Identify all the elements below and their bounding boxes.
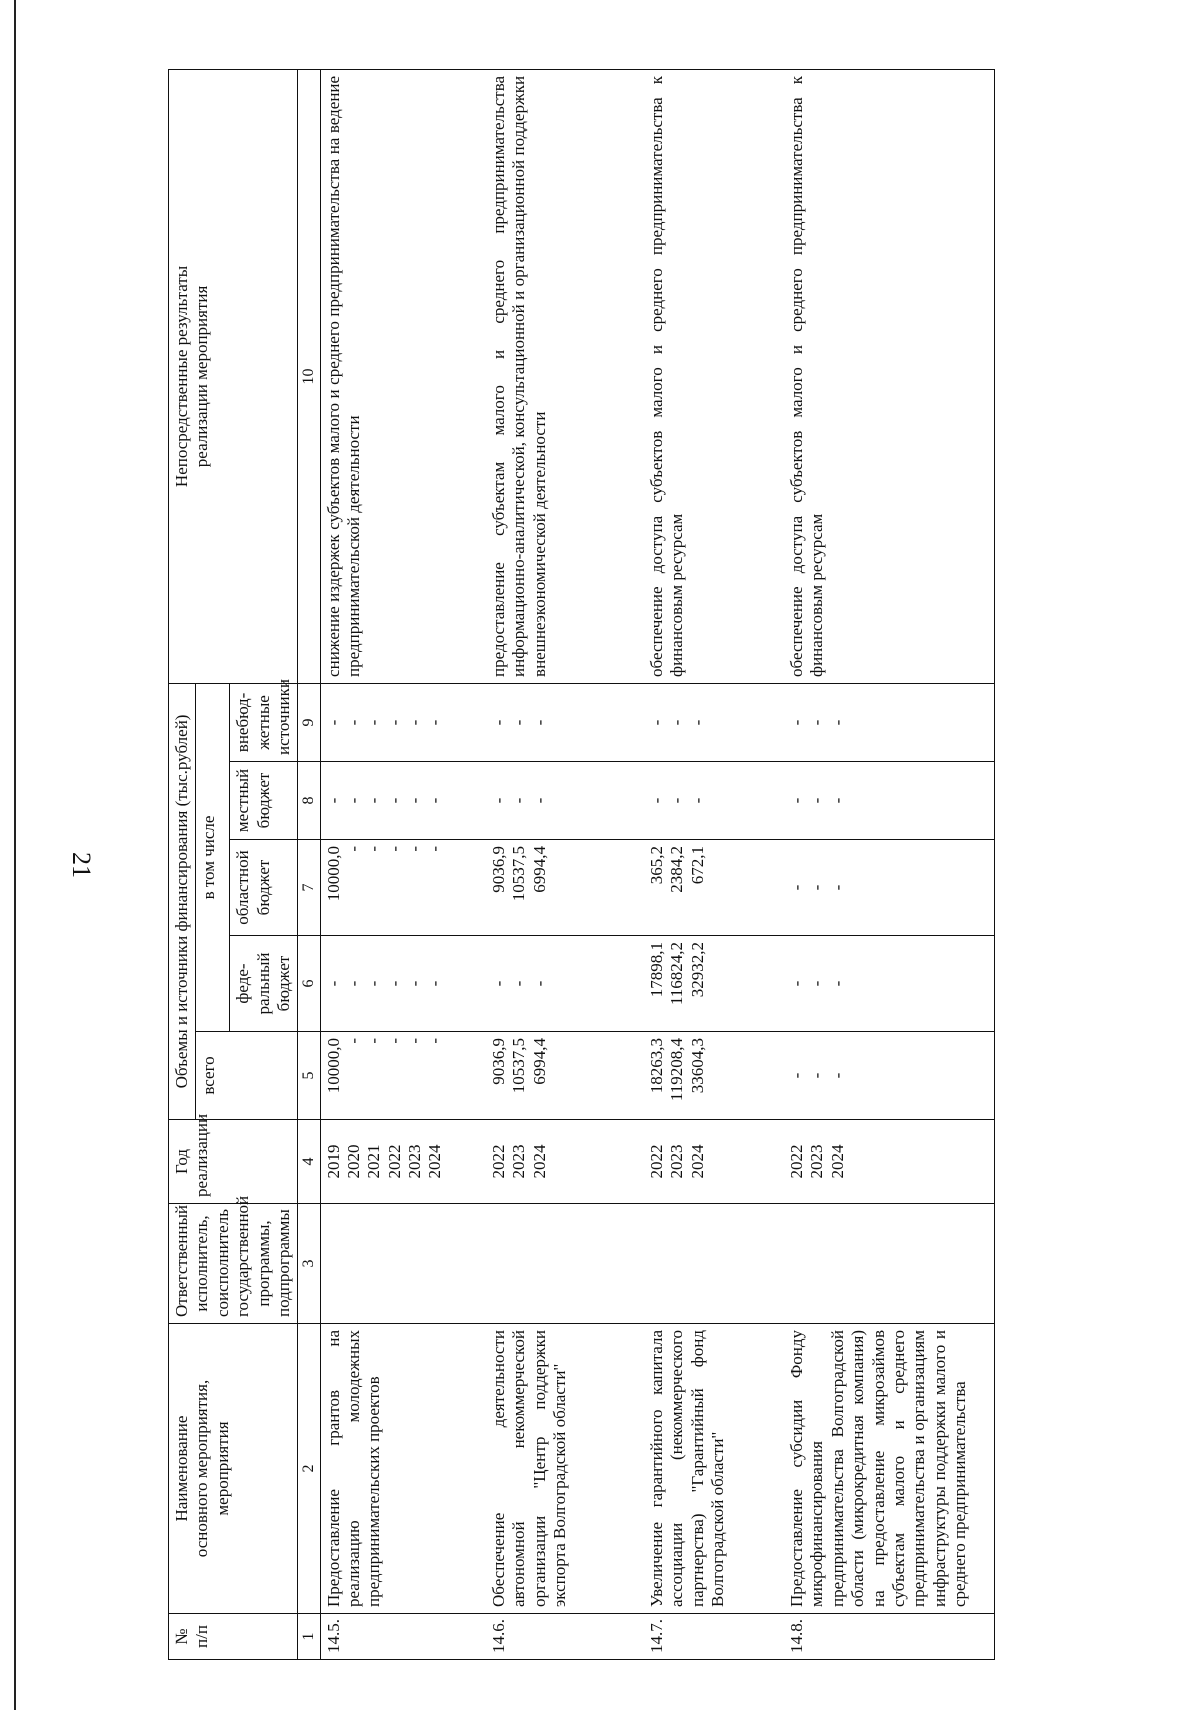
row-number: 14.7. [644,1614,784,1660]
federal-amount: - - - - - - [320,936,486,1032]
column-number: 5 [298,1032,320,1120]
table-row [784,69,994,1659]
activity-name: Предоставление субсидии Фонду микрофинансирования предпринимательства Волгоградской области (микрокредитная компания) на предоставление микрозаймов субъектам малого и среднего предпринимательства и организациям инфраструктуры поддержки малого и среднего предпринимательства [784,1324,994,1614]
header-total: всего [196,1032,298,1120]
activity-name: Предоставление грантов на реализацию молодежных предпринимательских проектов [320,1324,486,1614]
federal-amount: 17898,1 116824,2 32932,2 [644,936,784,1032]
row-number: 14.8. [784,1614,994,1660]
table-row [644,69,784,1659]
local-amount: - - - [644,762,784,840]
total-amount: 9036,9 10537,5 6994,4 [486,1032,644,1120]
table-row [320,69,486,1659]
table-row [486,69,644,1659]
header-regional: областной бюджет [230,840,298,936]
extrabudget-amount: - - - [644,683,784,761]
total-amount: 18263,3 119208,4 33604,3 [644,1032,784,1120]
years: 2022 2023 2024 [486,1120,644,1204]
total-amount: - - - [784,1032,994,1120]
header-local: местный бюджет [230,762,298,840]
activity-name: Увеличение гарантийного капитала ассоциации (некоммерческого партнерства) "Гарантийный фонд Волгоградской области" [644,1324,784,1614]
result-text: снижение издержек субъектов малого и среднего предпринимательства на ведение предпринимательской деятельности [320,69,486,683]
column-number: 7 [298,840,320,936]
row-number: 14.5. [320,1614,486,1660]
local-amount: - - - - - - [320,762,486,840]
regional-amount: 365,2 2384,2 672,1 [644,840,784,936]
years: 2022 2023 2024 [784,1120,994,1204]
rotated-table-container [168,70,1148,1660]
regional-amount: 10000,0 - - - - - [320,840,486,936]
column-number: 8 [298,762,320,840]
local-amount: - - - [486,762,644,840]
column-number: 10 [298,69,320,683]
result-text: обеспечение доступа субъектов малого и среднего предпринимательства к финансовым ресурсам [784,69,994,683]
activities-table [168,69,995,1660]
column-number: 9 [298,683,320,761]
executor [320,1204,486,1324]
federal-amount: - - - [784,936,994,1032]
header-executor: Ответственный исполнитель, соисполнитель государственной программы, подпрограммы [169,1204,298,1324]
regional-amount: - - - [784,840,994,936]
regional-amount: 9036,9 10537,5 6994,4 [486,840,644,936]
extrabudget-amount: - - - - - - [320,683,486,761]
header-federal: феде- ральный бюджет [230,936,298,1032]
local-amount: - - - [784,762,994,840]
column-number: 6 [298,936,320,1032]
years: 2019 2020 2021 2022 2023 2024 [320,1120,486,1204]
years: 2022 2023 2024 [644,1120,784,1204]
executor [644,1204,784,1324]
activity-name: Обеспечение деятельности автономной некоммерческой организации "Центр поддержки экспорта Волгоградской области" [486,1324,644,1614]
column-number: 4 [298,1120,320,1204]
header-number: № п/п [169,1614,298,1660]
executor [784,1204,994,1324]
result-text: обеспечение доступа субъектов малого и среднего предпринимательства к финансовым ресурсам [644,69,784,683]
column-number: 1 [298,1614,320,1660]
header-extrabudget: внебюд- жетные источники [230,683,298,761]
header-activity-name: Наименование основного мероприятия, мероприятия [169,1324,298,1614]
result-text: предоставление субъектам малого и среднего предпринимательства информационно-аналитической, консультационной и организационной поддержки внешнеэкономической деятельности [486,69,644,683]
page-number: 21 [67,852,96,878]
column-number: 2 [298,1324,320,1614]
header-results: Непосредственные результаты реализации мероприятия [169,69,298,683]
header-funding-group: Объемы и источники финансирования (тыс.рублей) [169,683,196,1119]
executor [486,1204,644,1324]
column-number: 3 [298,1204,320,1324]
scan-edge-line [14,0,16,1710]
total-amount: 10000,0 - - - - - [320,1032,486,1120]
header-year: Год реализации [169,1120,298,1204]
federal-amount: - - - [486,936,644,1032]
extrabudget-amount: - - - [784,683,994,761]
extrabudget-amount: - - - [486,683,644,761]
header-including: в том числе [196,683,230,1031]
row-number: 14.6. [486,1614,644,1660]
